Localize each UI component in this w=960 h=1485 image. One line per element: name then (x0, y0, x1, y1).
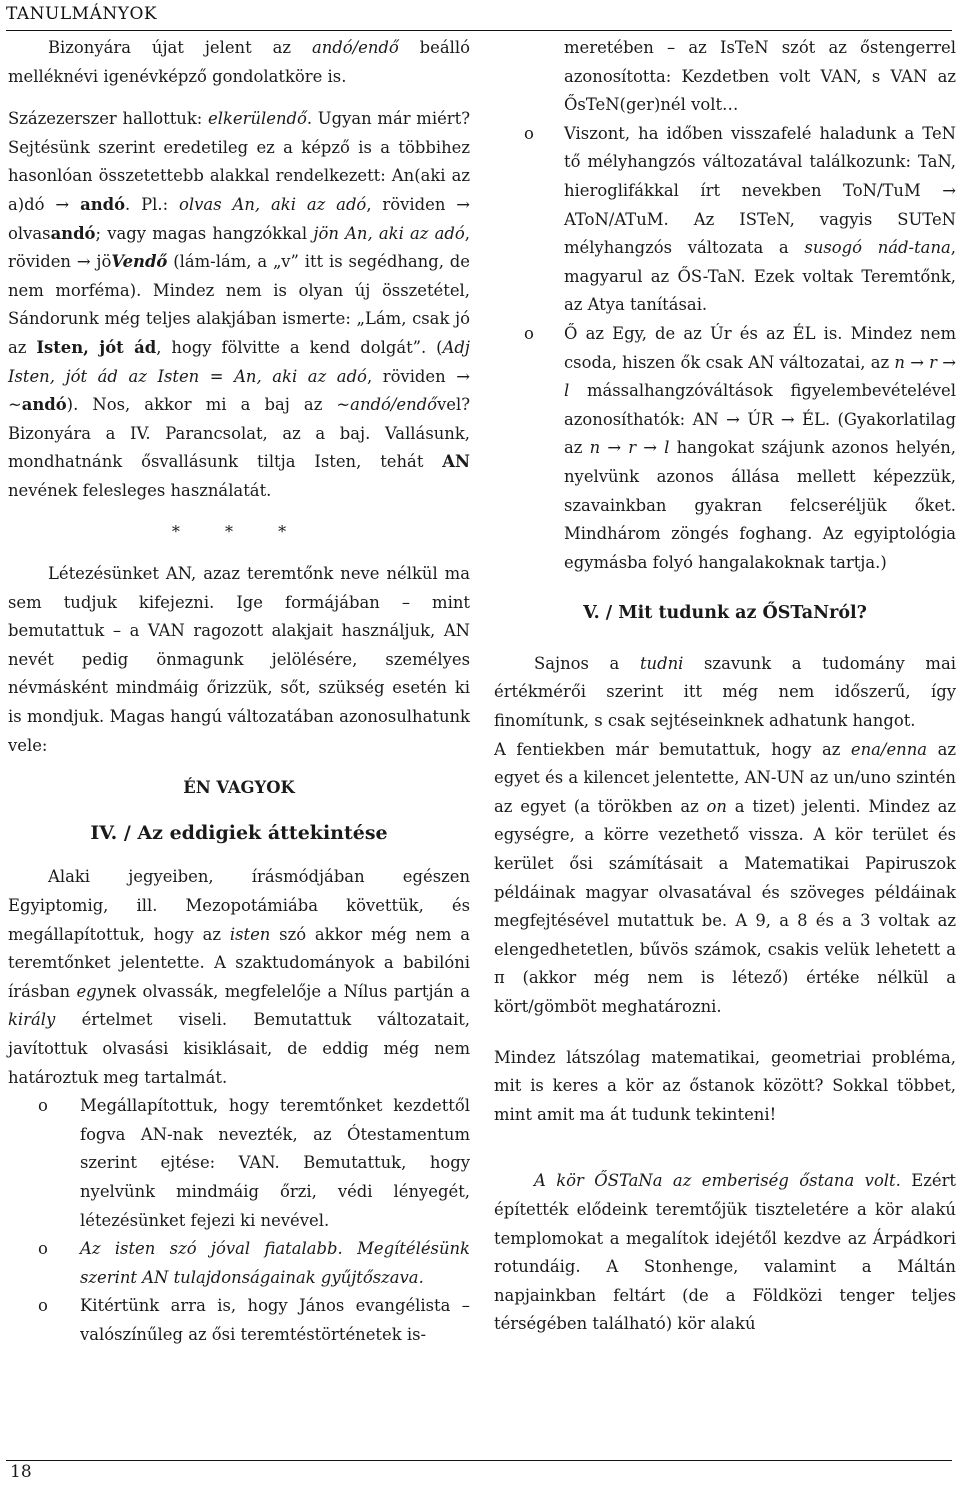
text: , röviden → jö (8, 223, 470, 272)
bold-text: Isten, jót ád (36, 337, 157, 357)
section-heading-iv: IV. / Az eddigiek áttekintése (90, 821, 388, 844)
bullet-text: Kitértünk arra is, hogy János evangélista – valószínűleg az ősi teremtéstörténetek is- (80, 1296, 470, 1344)
paragraph-geometry: Mindez látszólag matematikai, geometriai probléma, mit is keres a kör az őstanok között? Sokkal többet, mint amit ma át tudunk tekinteni! (494, 1047, 956, 1124)
emphasis: andó/endő (311, 38, 399, 57)
bullet-item (494, 120, 956, 320)
text: vel? Bizonyára a IV. Parancsolat, az a baj. Vallásunk, mondhatnánk ősvallásunk tiltja Isten, tehát (8, 395, 470, 472)
emphasis: susogó nád-tana (804, 238, 951, 258)
emphasis: elkerülendő (208, 109, 307, 129)
paragraph-tudni (494, 650, 956, 736)
text: Sajnos a (534, 653, 640, 673)
text: nevének felesleges használatát. (8, 480, 272, 500)
text: beálló melléknévi igenévképző gondolatköre is. (8, 38, 470, 86)
text: értelmet viseli. Bemutattuk változatait, javítottuk olvasási kisiklásait, de eddig még nem határoztuk meg tartalmát. (8, 1010, 470, 1087)
text: , röviden → ~ (8, 366, 470, 415)
paragraph-kor-ostana (494, 1167, 956, 1339)
bold-text: AN (442, 452, 470, 472)
text: szó akkor még nem a teremtőnket jelentette. A szaktudományok a babilóni írásban (8, 924, 470, 1001)
header-rule (6, 30, 952, 31)
bullet-icon: o (38, 1296, 48, 1316)
bullet-text (564, 120, 956, 320)
en-vagyok: ÉN VAGYOK (183, 778, 295, 798)
spacer (494, 1129, 956, 1167)
emphasis: király (8, 1010, 56, 1030)
text: . Pl.: (125, 194, 180, 214)
text: (lám-lám, a „v” itt is segédhang, de nem morféma). Mindez nem is olyan új összetétel, Sándorunk még teljes alakjában ismerte: „Lám, csak jó az (8, 252, 470, 357)
text: ). Nos, akkor mi a baj az ~ (66, 395, 351, 415)
spacer (494, 1022, 956, 1044)
emphasis: A kör ŐSTaNa az emberiség őstana volt. (534, 1171, 901, 1191)
bullet-icon: o (524, 323, 534, 343)
bullet-item (494, 320, 956, 577)
paragraph-overview (8, 863, 470, 1092)
bold-emphasis: Vendő (111, 252, 168, 272)
text: . Ugyan már miért? Sejtésünk szerint eredetileg ez a képző is a többihez hasonlóan összetettebb alakkal rendelkezett: An(aki az a)dó → (8, 109, 470, 214)
text: szavunk a tudomány mai értékmérői szerint itt még nem időszerű, így finomítunk, s csak sejtéseinknek adhatunk hangot. (494, 653, 956, 731)
emphasis: on (706, 796, 727, 816)
bold-text: andó (50, 223, 96, 243)
text: az egyet és a kilencet jelentette, AN-UN az un/uno szintén az egyet (a törökben az (494, 739, 956, 816)
emphasis: jön An, aki az adó (313, 223, 465, 243)
text: hangokat szájunk azonos helyén, nyelvünk azonos állása mellett képezzük, szavainkban gyakran felcseréljük őket. Mindhárom zöngés foghang. Az egyiptológia egymásba folyó hangalakoknak tartja.) (564, 438, 956, 572)
paragraph-ena (494, 736, 956, 1022)
spacer (8, 91, 470, 105)
text: , hogy fölvitte a kend dolgát”. ( (156, 337, 443, 357)
text: ; vagy magas hangzókkal (95, 223, 314, 243)
bold-text: andó (21, 395, 67, 415)
paragraph-intro (8, 34, 470, 91)
text: nek olvassák, megfelelője a Nílus partján a (105, 981, 470, 1001)
bullet-item (8, 1092, 470, 1235)
text: Ő az Egy, de az Úr és az ÉL is. Mindez nem csoda, hiszen ők csak AN változatai, az (564, 323, 956, 372)
emphasis: isten (229, 924, 271, 944)
right-column (494, 34, 956, 1339)
bullet-text: meretében – az IsTeN szót az őstengerrel azonosította: Kezdetben volt VAN, s VAN az ŐsTeN(ger)nél volt… (564, 38, 956, 115)
text: , röviden → olvas (8, 194, 471, 243)
emphasis: Adj Isten, jót ád az Isten = An, aki az adó (8, 337, 471, 386)
emphasis: tudni (639, 653, 684, 673)
text: Viszont, ha időben visszafelé haladunk a TeN tő mélyhangzós változatával találkozunk: TaN, hieroglifákkal írt nevekben ToN/TuM → AToN/ATuM. Az ISTeN, vagyis SUTeN mélyhangzós változata a (564, 123, 956, 258)
emphasis: andó/endő (350, 395, 437, 415)
bullet-item (8, 1235, 470, 1292)
text: a tizet) jelenti. Mindez az egységre, a körre vezethető vissza. A kör terület és kerület ősi számításait a Matematikai Papiruszok példáinak magyar olvasatával és szöveges példáinak megfejtésével mutattuk be. A 9, a 8 és a 3 voltak az elengedhetetlen, bűvös számok, csakis velük lehetett a π (akkor még nem is létező) értéke nélkül a kört/gömböt meghatározni. (494, 796, 956, 1016)
bullet-continuation (494, 34, 956, 120)
page-number: 18 (10, 1462, 32, 1482)
bullet-text (564, 320, 956, 577)
emphasis: ena/enna (850, 739, 928, 759)
bullet-icon: o (524, 123, 534, 143)
emphasis: egy (76, 981, 106, 1001)
text: Alaki jegyeiben, írásmódjában egészen Egyiptomig, ill. Mezopotámiába követtük, és megállapítottuk, hogy az (8, 867, 470, 944)
section-header: TANULMÁNYOK (6, 4, 158, 24)
paragraph-existence: Létezésünket AN, azaz teremtőnk neve nélkül ma sem tudjuk kifejezni. Ige formájában – mint bemutattuk – a VAN ragozott alakjait használjuk, AN nevét pedig önmagunk jelölésére, személyes névmásként mindmáig őrizzük, sőt, szükség esetén ki is mondjuk. Magas hangú változatában azonosulhatunk vele: (8, 564, 470, 755)
text: Százezerszer hallottuk: (8, 109, 209, 129)
text: Bizonyára újat jelent az (48, 38, 312, 57)
bullet-text: Az isten szó jóval fiatalabb. Megítélésünk szerint AN tulajdonságainak gyűjtőszava. (80, 1239, 470, 1287)
bullet-text: Megállapítottuk, hogy teremtőnket kezdettől fogva AN-nak nevezték, az Ótestamentum szerint ejtése: VAN. Bemutattuk, hogy nyelvünk mindmáig őrzi, védi lényegét, létezésünket fejezi ki nevével. (80, 1096, 470, 1230)
text: A fentiekben már bemutattuk, hogy az (494, 739, 851, 759)
left-column (8, 34, 470, 1350)
section-heading-v: V. / Mit tudunk az ŐSTaNról? (583, 603, 867, 624)
bullet-icon: o (38, 1096, 48, 1116)
section-divider: * * * (171, 521, 307, 541)
text: Ezért építették elődeink teremtőjük tiszteletére a kör alakú templomokat a megalítok idejétől kezdve az Árpádkori rotundáig. A Stonhenge, valamint a Máltán napjainkban feltárt (de a Földközi tenger teljes térségében található) kör alakú (494, 1171, 956, 1334)
text: , magyarul az ŐS-TaN. Ezek voltak Teremtőnk, az Atya tanításai. (564, 238, 956, 315)
bullet-icon: o (38, 1239, 48, 1259)
paragraph-andó (8, 105, 470, 505)
emphasis: n → r → l (589, 438, 670, 458)
text: mássalhangzóváltások figyelembevételével azonosíthatók: AN → ÚR → ÉL. (Gyakorlatilag az (564, 381, 956, 458)
emphasis: n → r → l (564, 352, 956, 401)
footer-rule (6, 1460, 952, 1461)
emphasis: olvas An, aki az adó (179, 194, 367, 214)
bullet-item (8, 1292, 470, 1349)
bold-text: andó (80, 194, 126, 214)
